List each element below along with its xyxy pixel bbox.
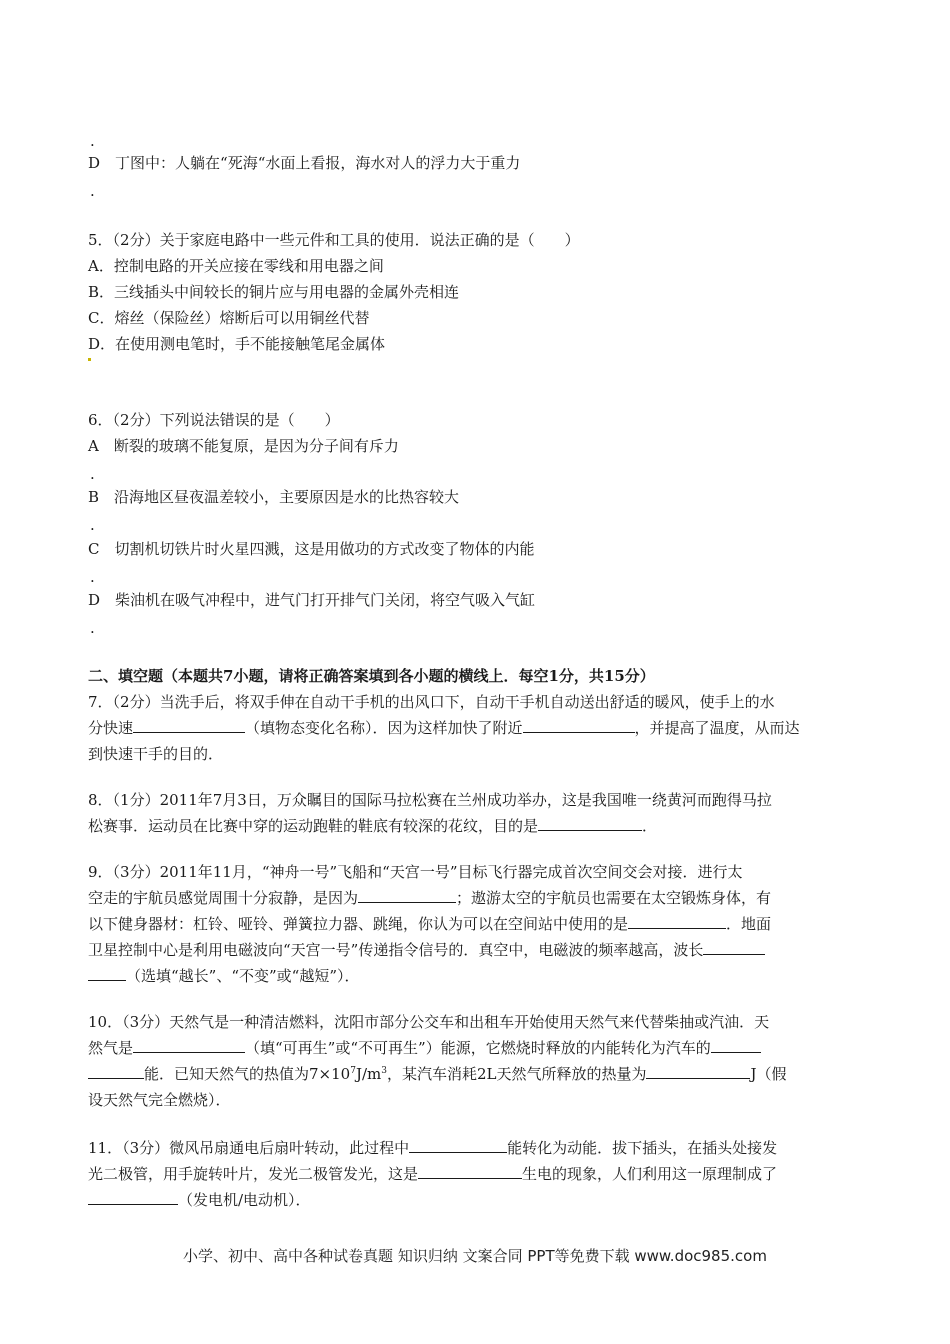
- q11-blank-2[interactable]: [418, 1164, 522, 1179]
- q9-blank-2[interactable]: [628, 914, 726, 929]
- q9-text-c: 以下健身器材：杠铃、哑铃、弹簧拉力器、跳绳，你认为可以在空间站中使用的是: [88, 915, 629, 933]
- q9-line5: [88, 965, 360, 987]
- q9-line4: [88, 939, 765, 961]
- q11-text-a: 11．（3分）微风吊扇通电后扇叶转动，此过程中: [88, 1139, 410, 1157]
- q8-line1: 8．（1分）2011年7月3日，万众瞩目的国际马拉松赛在兰州成功举办，这是我国唯一绕黄河而跑得马拉: [88, 791, 772, 809]
- q10-text-d: ，某汽车消耗2L天然气所释放的热量为: [386, 1065, 647, 1083]
- q10-blank-1[interactable]: [133, 1038, 245, 1053]
- q9-text-b: ；遨游太空的宇航员也需要在太空锻炼身体，有: [456, 889, 772, 907]
- dot-marker: .: [90, 182, 95, 200]
- q11-blank-1[interactable]: [409, 1138, 507, 1153]
- q9-text-e: 卫星控制中心是利用电磁波向“天宫一号”传递指令信号的．真空中，电磁波的频率越高，波长: [88, 941, 704, 959]
- q11-text-b: 能转化为动能．拔下插头，在插头处接发: [507, 1139, 778, 1157]
- page-footer: 小学、初中、高中各种试卷真题 知识归纳 文案合同 PPT等免费下载 www.doc985.com: [183, 1247, 767, 1265]
- q10-line1: 10．（3分）天然气是一种清洁燃料，沈阳市部分公交车和出租车开始使用天然气来代替柴抽或汽油．天: [88, 1013, 770, 1031]
- q7-text-c: ，并提高了温度，从而达: [634, 719, 800, 737]
- q11-text-d: 生电的现象，人们利用这一原理制成了: [522, 1165, 778, 1183]
- q8-blank-1[interactable]: [538, 816, 642, 831]
- q10-text-e: J（假: [750, 1065, 787, 1083]
- q9-blank-3[interactable]: [703, 940, 765, 955]
- q11-line2: [88, 1163, 777, 1185]
- q9-line1: 9．（3分）2011年11月，“神舟一号”飞船和“天宫一号”目标飞行器完成首次空间交会对接．进行太: [88, 863, 743, 881]
- dot-marker: .: [90, 516, 95, 534]
- q10-blank-2-cont[interactable]: [88, 1064, 144, 1079]
- q7-text-a: 分快速: [88, 719, 134, 737]
- dot-marker: .: [90, 132, 95, 150]
- q8-text-b: ．: [642, 817, 658, 835]
- q7-line3: 到快速干手的目的．: [88, 745, 224, 763]
- q10-line4: 设天然气完全燃烧）．: [88, 1091, 231, 1109]
- q6-option-b: B 沿海地区昼夜温差较小，主要原因是水的比热容较大: [88, 488, 460, 506]
- q10-blank-2[interactable]: [711, 1038, 761, 1053]
- q9-blank-1[interactable]: [358, 888, 456, 903]
- q11-text-c: 光二极管，用手旋转叶片，发光二极管发光，这是: [88, 1165, 419, 1183]
- q10-blank-3[interactable]: [646, 1064, 750, 1079]
- dot-marker: .: [90, 619, 95, 637]
- section-heading: 二、填空题（本题共7小题，请将正确答案填到各小题的横线上．每空1分，共15分）: [88, 667, 655, 685]
- q11-blank-3[interactable]: [88, 1190, 178, 1205]
- q5-option-d: D．在使用测电笔时，手不能接触笔尾金属体: [88, 335, 386, 353]
- q6-stem: 6．（2分）下列说法错误的是（ ）: [88, 411, 340, 429]
- q7-text-b: （填物态变化名称）．因为这样加快了附近: [245, 719, 523, 737]
- q7-line2: [88, 717, 800, 739]
- q9-line3: [88, 913, 771, 935]
- q11-text-e: （发电机/电动机）．: [178, 1191, 311, 1209]
- q10-text-a: 然气是: [88, 1039, 134, 1057]
- q10-unit: J/m: [355, 1065, 382, 1083]
- q9-text-f: （选填“越长”、“不变”或“越短”）．: [126, 967, 360, 985]
- q9-text-d: ．地面: [726, 915, 772, 933]
- q8-text-a: 松赛事．运动员在比赛中穿的运动跑鞋的鞋底有较深的花纹，目的是: [88, 817, 539, 835]
- q5-option-c: C．熔丝（保险丝）熔断后可以用铜丝代替: [88, 309, 370, 327]
- q10-line2: [88, 1037, 761, 1059]
- q5-stem: 5．（2分）关于家庭电路中一些元件和工具的使用．说法正确的是（ ）: [88, 231, 580, 249]
- dot-marker: .: [90, 465, 95, 483]
- q9-text-a: 空走的宇航员感觉周围十分寂静，是因为: [88, 889, 359, 907]
- q10-unit-exponent: 3: [381, 1066, 387, 1076]
- q9-line2: [88, 887, 771, 909]
- stray-mark: [88, 358, 91, 361]
- q7-blank-1[interactable]: [133, 718, 245, 733]
- q5-option-a: A．控制电路的开关应接在零线和用电器之间: [88, 257, 384, 275]
- q9-blank-3-cont[interactable]: [88, 966, 126, 981]
- q6-option-d: D 柴油机在吸气冲程中，进气门打开排气门关闭，将空气吸入气缸: [88, 591, 536, 609]
- q10-exponent: 7: [350, 1066, 356, 1076]
- q5-option-b: B．三线插头中间较长的铜片应与用电器的金属外壳相连: [88, 283, 460, 301]
- q7-line1: 7．（2分）当洗手后，将双手伸在自动干手机的出风口下，自动干手机自动送出舒适的暖风，使手上的水: [88, 693, 775, 711]
- q6-option-a: A 断裂的玻璃不能复原，是因为分子间有斥力: [88, 437, 399, 455]
- dot-marker: .: [90, 568, 95, 586]
- q11-line1: [88, 1137, 777, 1159]
- q10-text-b: （填“可再生”或“不可再生”）能源，它燃烧时释放的内能转化为汽车的: [245, 1039, 711, 1057]
- q4-option-d: D 丁图中：人躺在“死海“水面上看报，海水对人的浮力大于重力: [88, 154, 521, 172]
- q7-blank-2[interactable]: [523, 718, 635, 733]
- q11-line3: [88, 1189, 311, 1211]
- q6-option-c: C 切割机切铁片时火星四溅，这是用做功的方式改变了物体的内能: [88, 540, 535, 558]
- q10-text-c: 能．已知天然气的热值为7×10: [144, 1065, 351, 1083]
- q8-line2: [88, 815, 657, 837]
- q10-line3: [88, 1063, 787, 1085]
